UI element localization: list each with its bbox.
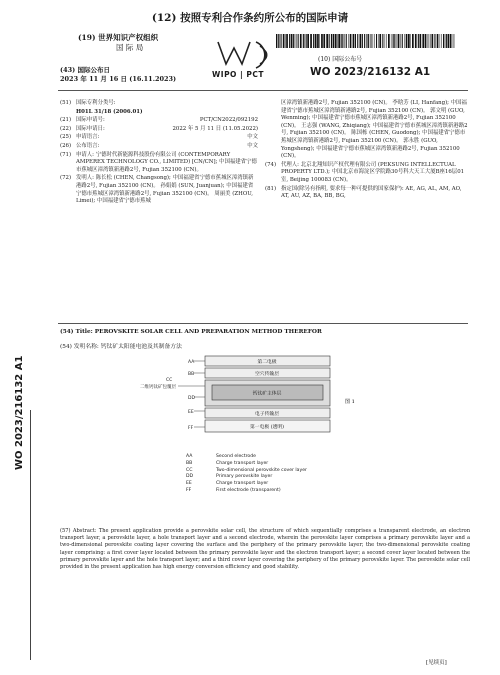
tag-ff: FF (188, 426, 194, 431)
barcode-bar (454, 34, 455, 48)
barcode-bar (397, 34, 398, 48)
field-value: 中文 (247, 142, 258, 149)
barcode-bar (441, 34, 442, 48)
barcode-bar (331, 34, 332, 48)
barcode-bar (448, 34, 450, 48)
label-second-electrode: 第二电极 (257, 360, 277, 365)
figure-number: 图 1 (345, 399, 355, 405)
header-divider (58, 90, 468, 91)
barcode-bar (291, 34, 293, 48)
barcode-bar (450, 34, 452, 48)
legend-row (186, 481, 307, 488)
barcode-bar (379, 34, 381, 48)
field-text: 公布语言: (76, 142, 100, 149)
title-chinese: (54) 发明名称: 钙钛矿太阳能电池及其制备方法 (60, 344, 182, 350)
tag-ee: EE (188, 410, 194, 415)
barcode-bar (360, 34, 362, 48)
barcode-bar (453, 34, 454, 48)
document-title: (12) 按照专利合作条约所公布的国际申请 (151, 12, 349, 24)
legend-code: FF (186, 487, 192, 493)
barcode-bar (393, 34, 394, 48)
barcode-bar (323, 34, 325, 48)
barcode-bar (344, 34, 345, 48)
barcode-bar (286, 34, 288, 48)
title-divider (58, 323, 468, 324)
legend-code: AA (186, 454, 193, 459)
legend-text: Second electrode (216, 454, 256, 459)
barcode-bar (385, 34, 386, 48)
barcode-bar (321, 34, 323, 48)
wipo-pct-label: WIPO | PCT (212, 70, 265, 79)
bib-field (60, 143, 258, 151)
tag-dd: DD (188, 396, 195, 401)
barcode-bar (305, 34, 306, 48)
title-english: (54) Title: PEROVSKITE SOLAR CELL AND PREPARATION METHOD THEREFOR (60, 329, 322, 335)
barcode-bar (281, 34, 282, 48)
barcode-bar (445, 34, 446, 48)
barcode-bar (313, 34, 314, 48)
field-text: 国际专利分类号: (76, 100, 116, 106)
cc-label: 二维钙钛矿包覆层 (140, 385, 176, 390)
barcode-bar (400, 34, 401, 48)
barcode-bar (402, 34, 403, 48)
barcode-bar (428, 34, 429, 48)
barcode-icon (276, 34, 456, 48)
barcode-bar (376, 34, 377, 48)
barcode-bar (289, 34, 290, 48)
barcode-bar (338, 34, 340, 48)
label-first-electrode: 第一电极 (透明) (249, 425, 285, 430)
field-text: 国际申请号: (76, 117, 105, 124)
barcode-bar (391, 34, 392, 48)
bib-field (265, 162, 470, 185)
bib-field (265, 100, 470, 161)
field-number: (72) (60, 175, 72, 182)
bib-field (60, 126, 258, 134)
barcode-bar (398, 34, 400, 48)
field-text: H01L 31/18 (2006.01) (76, 108, 143, 115)
barcode-bar (295, 34, 296, 48)
field-text: 国际申请日: (76, 125, 105, 132)
barcode-bar (279, 34, 280, 48)
barcode-bar (300, 34, 302, 48)
org-line-1: (19) 世界知识产权组织 (78, 33, 159, 42)
barcode-bar (446, 34, 447, 48)
legend-code: DD (186, 474, 194, 480)
legend-row (186, 488, 307, 495)
barcode-bar (374, 34, 375, 48)
barcode-bar (350, 34, 352, 48)
bib-field (60, 134, 258, 142)
figure-1-diagram (130, 355, 380, 445)
label-hole-transport: 空穴传输层 (255, 372, 279, 377)
barcode-bar (434, 34, 435, 48)
figure-legend (186, 454, 307, 495)
continued-note: [见续页] (426, 660, 447, 666)
barcode-bar (429, 34, 430, 48)
barcode-bar (406, 34, 408, 48)
barcode-bar (364, 34, 365, 48)
organization-name (78, 33, 158, 52)
field-text: 指定国(除另有指明, 要求每一种可提供的国家保护): AE, AG, AL, AM, AO, AT, AU, AZ, BA, BB, BG, (281, 185, 462, 200)
field-number: (74) (265, 161, 277, 168)
barcode-bar (437, 34, 439, 48)
barcode-bar (368, 34, 369, 48)
barcode-bar (293, 34, 294, 48)
tag-bb: BB (188, 372, 195, 377)
barcode-bar (430, 34, 431, 48)
barcode-bar (357, 34, 358, 48)
tag-cc: CC (166, 378, 173, 383)
barcode-bar (373, 34, 374, 48)
legend-code: CC (186, 467, 193, 473)
side-divider (30, 410, 31, 660)
org-line-2: 国 际 局 (116, 42, 144, 52)
barcode-bar (342, 34, 343, 48)
bib-field (60, 109, 258, 117)
field-number: (21) (60, 117, 72, 124)
barcode-bar (378, 34, 379, 48)
field-text: 发明人: 陈长松 (CHEN, Changsong); 中国福建省宁德市蕉城区漳湾镇新港路2号, Fujian 352100 (CN)。 孙娟娟 (SUN, Juanjuan); 中国福建省宁德市蕉城区漳湾镇新港路2号, Fujian 352100 (CN)。 周丽美 (ZHOU, Limei); 中国福建省宁德市蕉城 (76, 175, 254, 205)
barcode-bar (341, 34, 342, 48)
barcode-bar (326, 34, 328, 48)
barcode-bar (404, 34, 405, 48)
barcode-bar (329, 34, 330, 48)
legend-text: Charge transport layer (216, 481, 269, 487)
barcode-bar (297, 34, 298, 48)
bibliographic-left-column (60, 100, 258, 207)
field-text: 代理人: 北京北翔知识产权代理有限公司 (PEKSUNG INTELLECTUAL PROPERTY LTD.); 中国北京市海淀区学院路30号科大天工大厦B座16层01室, Beijing 100083 (CN)。 (281, 161, 465, 183)
legend-row (186, 461, 307, 468)
barcode-bar (394, 34, 395, 48)
barcode-bar (306, 34, 307, 48)
barcode-bar (370, 34, 371, 48)
field-number: (26) (60, 142, 72, 149)
barcode-bar (315, 34, 317, 48)
barcode-bar (443, 34, 444, 48)
field-text: 申请人: 宁德时代新能源科技股份有限公司 (CONTEMPORARY AMPEREX TECHNOLOGY CO., LIMITED) [CN/CN]; 中国福建省宁德市蕉城区漳湾镇新港路2号, Fujian 352100 (CN)。 (76, 151, 257, 173)
legend-text: Charge transport layer (216, 460, 269, 466)
barcode-bar (335, 34, 337, 48)
publication-number-label: (10) 国际公布号 (318, 56, 363, 63)
field-value: PCT/CN2022/092192 (199, 117, 258, 124)
label-electron-transport: 电子传输层 (255, 412, 279, 417)
legend-text: First electrode (transparent) (216, 487, 281, 493)
publication-number: WO 2023/216132 A1 (310, 66, 431, 78)
barcode-bar (422, 34, 424, 48)
barcode-bar (310, 34, 312, 48)
barcode-bar (276, 34, 277, 48)
publication-date: 2023 年 11 月 16 日 (16.11.2023) (60, 75, 177, 83)
barcode-bar (307, 34, 309, 48)
barcode-bar (415, 34, 417, 48)
legend-code: EE (186, 481, 192, 487)
field-value: 2022 年 5 月 11 日 (11.05.2022) (172, 125, 258, 132)
barcode-bar (418, 34, 419, 48)
legend-row (186, 454, 307, 461)
label-primary-perovskite: 钙钛矿主体层 (252, 391, 282, 397)
legend-text: Primary perovskite layer (216, 474, 273, 480)
field-number (265, 100, 281, 161)
barcode-bar (303, 34, 304, 48)
abstract-text: (57) Abstract: The present application provide a perovskite solar cell, the structure of which sequentially comprises a transparent electrode, an electron transport layer, a perovskite layer, a hole transport layer and a second electrode, wherein the perovskite layer comprises a primary perovskite layer and a two-dimensional perovskite coating layer covering the surface and the periphery of the primary perovskite layer; the two-dimensional perovskite coating layer comprising: a first cover layer located between the primary perovskite layer and the electron transport layer; a second cover layer located between the primary perovskite layer and the hole transport layer; and a third cover layer covering the periphery of the primary perovskite layer. The perovskite solar cell provided in the present application has high energy conversion efficiency and good stability. (60, 528, 470, 571)
publication-date-block (60, 66, 176, 84)
legend-code: BB (186, 460, 193, 466)
barcode-bar (440, 34, 441, 48)
barcode-bar (355, 34, 356, 48)
field-number: (51) (60, 100, 72, 106)
barcode-bar (432, 34, 434, 48)
barcode-bar (353, 34, 355, 48)
field-text: 申请语言: (76, 134, 100, 141)
legend-text: Two-dimensional perovskite cover layer (216, 467, 307, 473)
barcode-bar (337, 34, 338, 48)
barcode-bar (366, 34, 367, 48)
barcode-bar (348, 34, 349, 48)
bibliographic-right-column (265, 100, 470, 202)
barcode-bar (362, 34, 363, 48)
field-text: 区漳湾镇新港路2号, Fujian 352100 (CN)。 李晗芳 (LI, Hanfang); 中国福建省宁德市蕉城区漳湾镇新港路2号, Fujian 352100 (CN)。 郭文明 (GUO, Wenming); 中国福建省宁德市蕉城区漳湾镇新港路2号, Fujian 352100 (CN)。 王志强 (WANG, Zhiqiang); 中国福建省宁德市蕉城区漳湾镇新港路2号, Fujian 352100 (CN)。 陈国栋 (CHEN, Guodong); 中国福建省宁德市蕉城区漳湾镇新港路2号, Fujian 352100 (CN)。 郭永胜 (GUO, Yongsheng); 中国福建省宁德市蕉城区漳湾镇新港路2号, Fujian 352100 (CN)。 (281, 100, 468, 160)
bib-field (60, 175, 258, 205)
barcode-bar (298, 34, 299, 48)
bib-field (265, 186, 470, 201)
side-publication-number: WO 2023/216132 A1 (14, 355, 25, 470)
barcode-bar (319, 34, 320, 48)
field-number (60, 109, 76, 117)
barcode-bar (420, 34, 422, 48)
barcode-bar (285, 34, 286, 48)
barcode-bar (410, 34, 411, 48)
field-number: (25) (60, 134, 72, 141)
field-number: (71) (60, 151, 72, 158)
barcode-bar (333, 34, 335, 48)
bib-field (60, 100, 258, 108)
field-number: (22) (60, 125, 72, 132)
bib-field (60, 152, 258, 175)
publication-date-label: (43) 国际公布日 (60, 66, 110, 74)
field-value: 中文 (247, 134, 258, 141)
barcode-bar (388, 34, 390, 48)
barcode-bar (408, 34, 410, 48)
field-number: (81) (265, 185, 277, 192)
barcode-bar (382, 34, 383, 48)
barcode-bar (425, 34, 427, 48)
barcode-bar (283, 34, 285, 48)
barcode-bar (412, 34, 414, 48)
barcode-bar (278, 34, 279, 48)
barcode-bar (386, 34, 387, 48)
barcode-bar (346, 34, 347, 48)
bib-field (60, 117, 258, 125)
barcode-bar (317, 34, 319, 48)
tag-aa: AA (188, 360, 195, 365)
barcode-bar (372, 34, 373, 48)
